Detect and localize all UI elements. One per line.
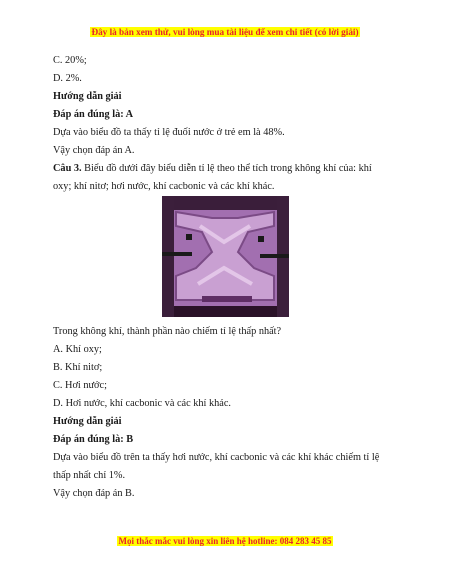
option-d: D. 2%.	[53, 73, 82, 84]
chart-figure	[162, 196, 289, 317]
solution-heading: Hướng dẫn giải	[53, 91, 122, 102]
answer-line-2: Đáp án đúng là: B	[53, 434, 134, 445]
question-3-text-cont: oxy; khí nitơ; hơi nước, khí cacbonic và các khí khác.	[53, 181, 275, 192]
explanation-text-2-cont: thấp nhất chỉ 1%.	[53, 470, 126, 481]
choice-a: A. Khí oxy;	[53, 344, 102, 355]
solution-heading-2: Hướng dẫn giải	[53, 416, 122, 427]
conclusion-text: Vậy chọn đáp án A.	[53, 145, 135, 156]
choice-b: B. Khí nitơ;	[53, 362, 103, 373]
explanation-text: Dựa vào biểu đồ ta thấy tỉ lệ đuối nước ở trẻ em là 48%.	[53, 127, 285, 138]
hotline-footer: Mọi thắc mắc vui lòng xin liên hệ hotline: 084 283 45 85	[118, 536, 332, 546]
question-prompt: Trong không khí, thành phần nào chiếm tỉ lệ thấp nhất?	[53, 326, 282, 337]
question-body: Biểu đồ dưới đây biểu diễn tỉ lệ theo thể tích trong không khí của: khí	[81, 163, 372, 174]
choice-d: D. Hơi nước, khí cacbonic và các khí khác.	[53, 398, 232, 409]
choice-c: C. Hơi nước;	[53, 380, 107, 391]
question-3-text	[53, 163, 372, 175]
conclusion-text-2: Vậy chọn đáp án B.	[53, 488, 135, 499]
answer-line: Đáp án đúng là: A	[53, 109, 134, 120]
explanation-text-2: Dựa vào biểu đồ trên ta thấy hơi nước, khí cacbonic và các khí khác chiếm tỉ lệ	[53, 452, 380, 463]
preview-notice-header: Đây là bản xem thử, vui lòng mua tài liệu để xem chi tiết (có lời giải)	[91, 27, 359, 37]
question-number: Câu 3.	[53, 163, 82, 174]
chart-image	[162, 196, 289, 317]
option-c: C. 20%;	[53, 55, 87, 66]
